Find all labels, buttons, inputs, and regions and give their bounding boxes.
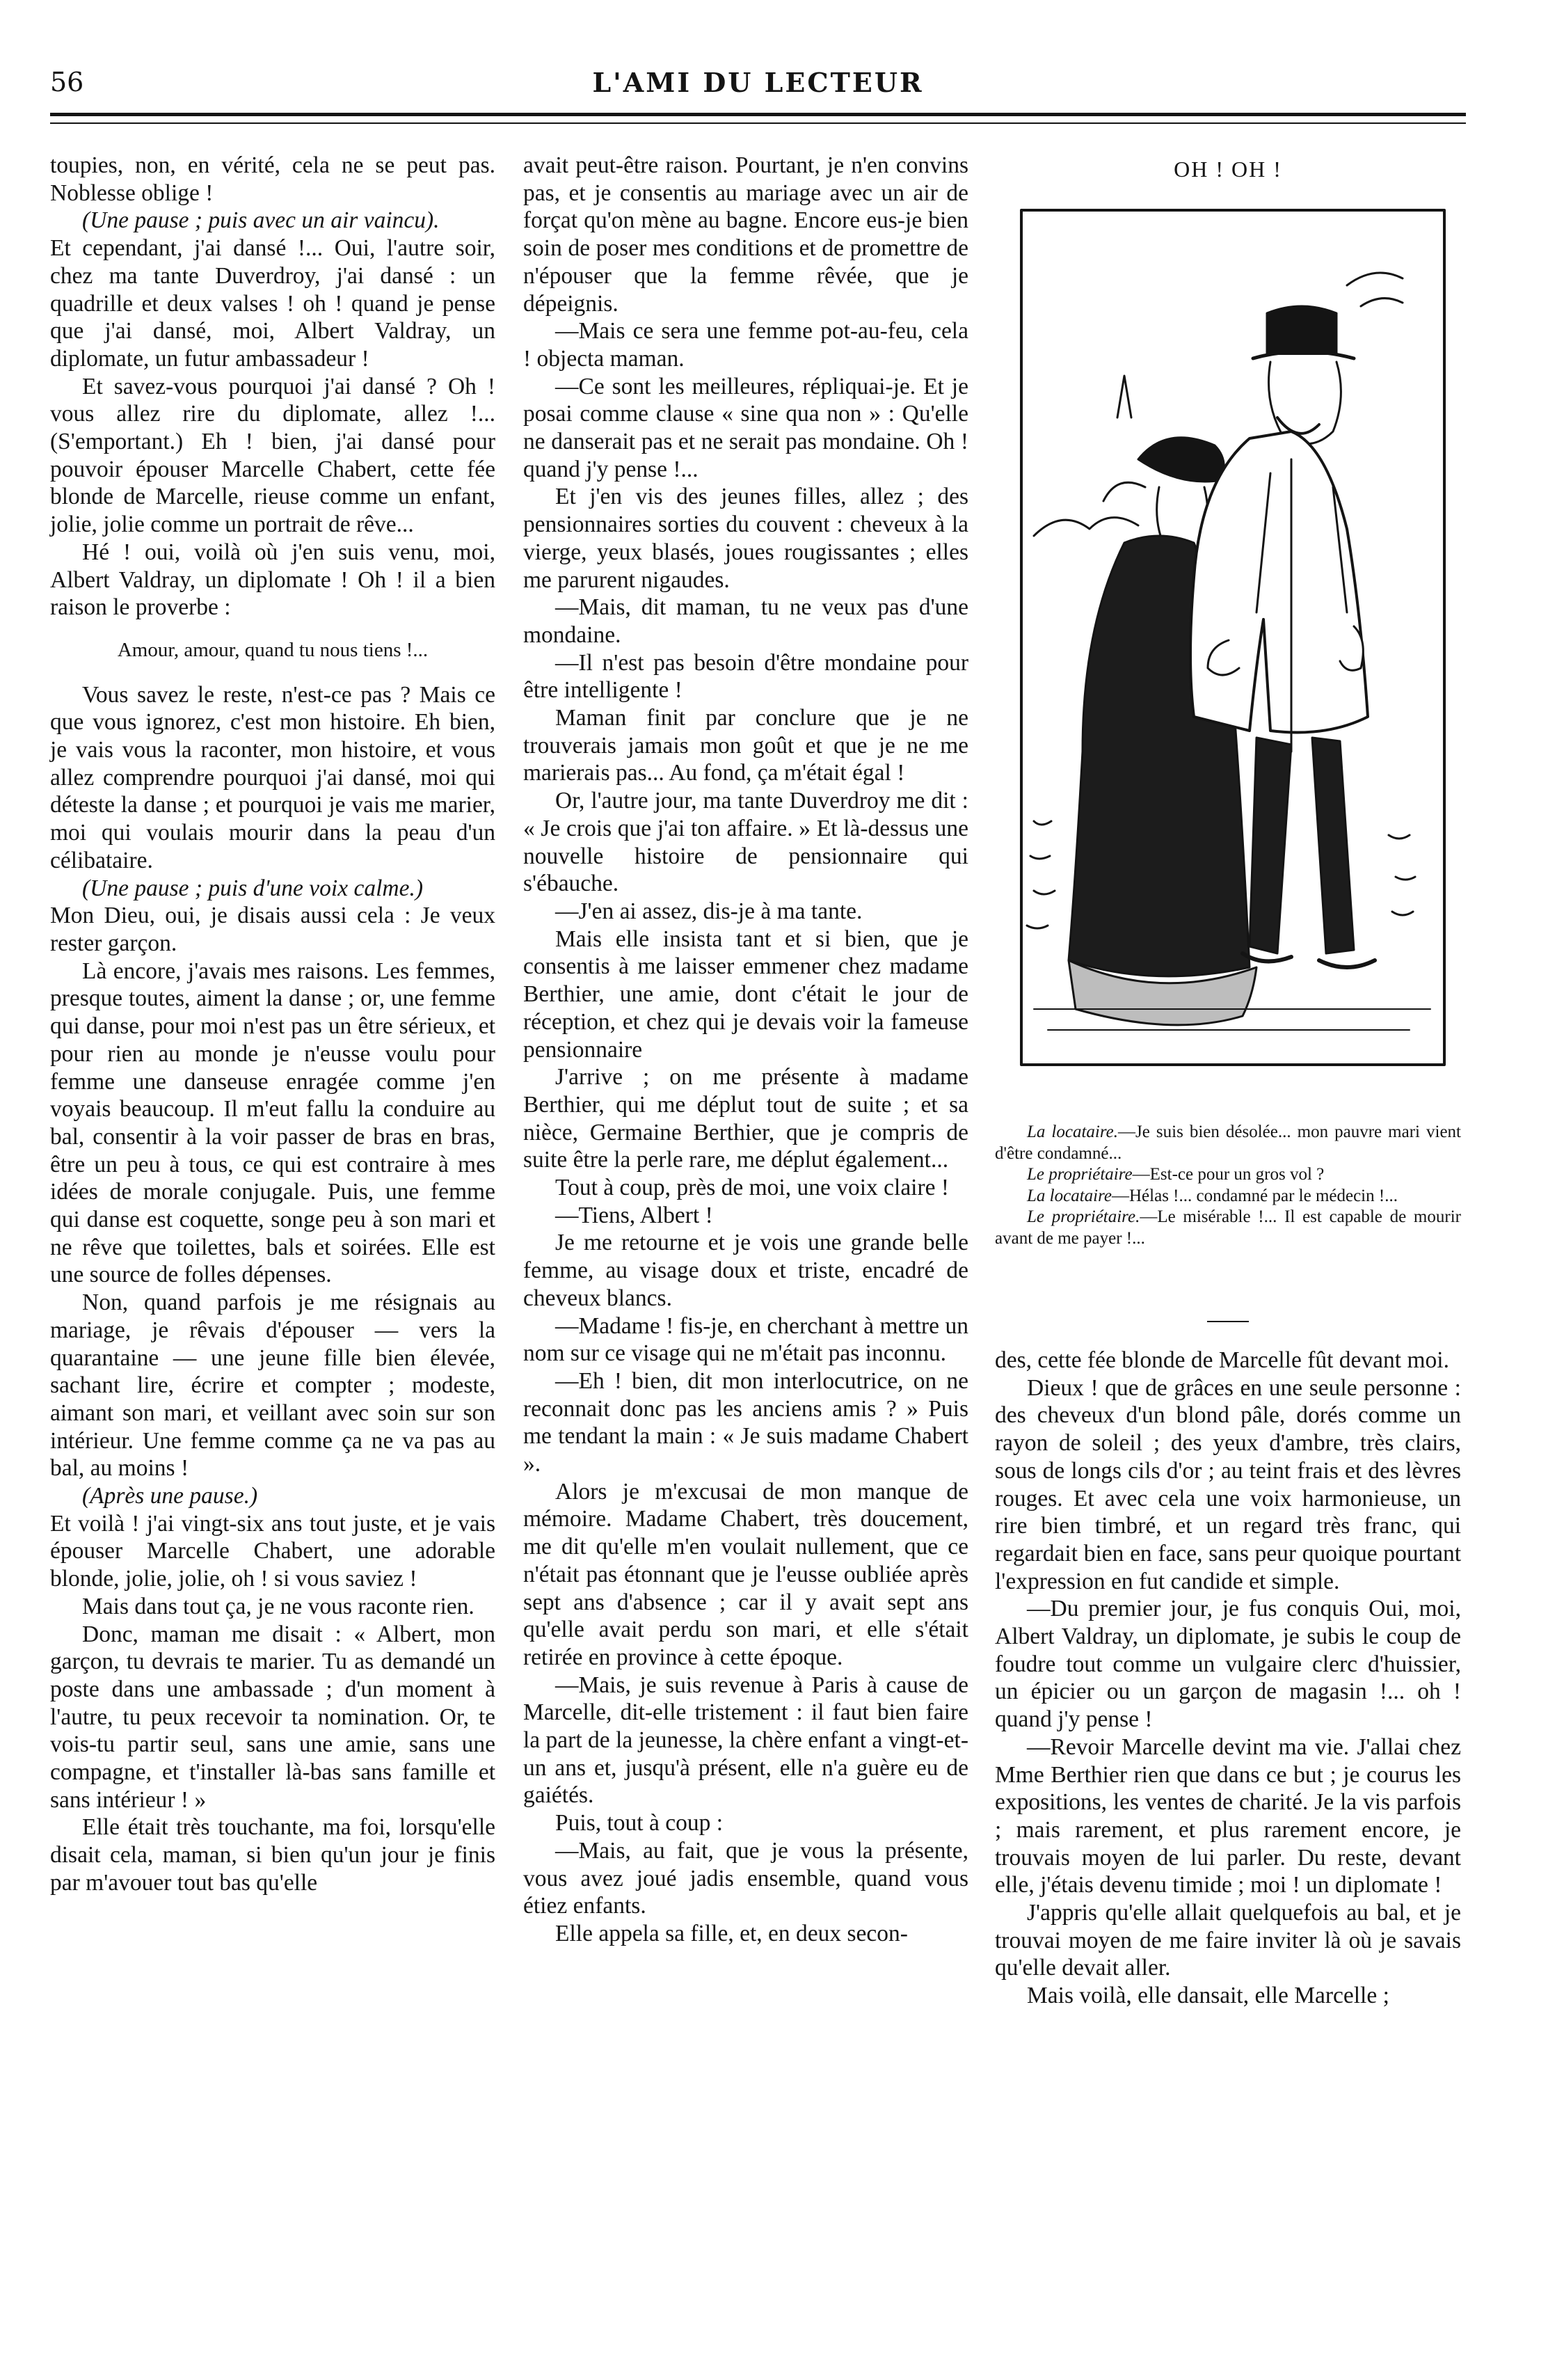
caption-text: —Je suis bien désolée... mon pauvre mari vient d'être condamné... bbox=[995, 1122, 1461, 1163]
paragraph: Tout à coup, près de moi, une voix claire ! bbox=[555, 1175, 950, 1201]
caption-speaker: La locataire. bbox=[1027, 1122, 1119, 1141]
paragraph: —Du premier jour, je fus conquis Oui, moi, Albert Valdray, un diplomate, je subis le coup de foudre tout comme un vulgaire clerc d'huissier, un épicier ou un garçon de magasin !... oh ! quand j'y pense ! bbox=[995, 1596, 1461, 1733]
stage-direction: (Une pause ; puis avec un air vaincu). bbox=[82, 207, 440, 234]
proverb-line: Amour, amour, quand tu nous tiens !... bbox=[117, 638, 429, 661]
paragraph: J'appris qu'elle allait quelquefois au bal, et je trouvai moyen de me faire inviter là où je savais qu'elle devait aller. bbox=[995, 1900, 1461, 1981]
journal-title: L'AMI DU LECTEUR bbox=[592, 67, 924, 98]
paragraph: des, cette fée blonde de Marcelle fût devant moi. bbox=[995, 1347, 1449, 1373]
caption-speaker: Le propriétaire bbox=[1027, 1165, 1133, 1184]
paragraph: Donc, maman me disait : « Albert, mon garçon, tu devrais te marier. Tu as demandé un poste dans une ambassade ; d'un moment à l'autre, tu peux recevoir ta nomination. Or, te vois-tu partir seul, sans une amie, sans une compagne, et t'installer là-bas sans famille et sans intérieur ! » bbox=[50, 1621, 495, 1813]
page-header bbox=[50, 67, 1466, 109]
caption-speaker: Le propriétaire. bbox=[1027, 1207, 1140, 1226]
paragraph: Or, l'autre jour, ma tante Duverdroy me dit : « Je crois que j'ai ton affaire. » Et là-dessus une nouvelle histoire de pensionnaire qui s'ébauche. bbox=[523, 788, 968, 897]
stage-direction: (Une pause ; puis d'une voix calme.) bbox=[82, 875, 423, 901]
caption-line bbox=[995, 1186, 1461, 1207]
paragraph: J'arrive ; on me présente à madame Berthier, qui me déplut tout de suite ; et sa nièce, Germaine Berthier, que je compris de suite être la perle rare, me déplut également... bbox=[523, 1064, 968, 1173]
paragraph: toupies, non, en vérité, cela ne se peut pas. Noblesse oblige ! bbox=[50, 152, 495, 206]
paragraph: Maman finit par conclure que je ne trouverais jamais mon goût et que je ne me marierais pas... Au fond, ça m'était égal ! bbox=[523, 705, 968, 786]
paragraph: —Revoir Marcelle devint ma vie. J'allai chez Mme Berthier rien que dans ce but ; je courus les expositions, les ventes de charité. Je la vis parfois ; mais rarement, et plus rarement encore, je trouvais moyen de lui parler. Du reste, devant elle, j'étais devenu timide ; moi ! un diplomate ! bbox=[995, 1734, 1461, 1898]
column-3 bbox=[995, 1347, 1461, 2010]
header-rule-thick bbox=[50, 113, 1466, 116]
paragraph: Mais voilà, elle dansait, elle Marcelle ; bbox=[1027, 1983, 1389, 2009]
paragraph: —Eh ! bien, dit mon interlocutrice, on ne reconnait donc pas les anciens amis ? » Puis me tendant la main : « Je suis madame Chabert ». bbox=[523, 1367, 968, 1477]
paragraph: Mais elle insista tant et si bien, que je consentis à me laisser emmener chez madame Berthier, une amie, dont c'était le jour de réception, et chez qui je devais voir la fameuse pensionnaire bbox=[523, 926, 968, 1063]
caption-line bbox=[995, 1207, 1461, 1249]
paragraph: Elle appela sa fille, et, en deux secon- bbox=[555, 1921, 908, 1946]
paragraph: Et savez-vous pourquoi j'ai dansé ? Oh ! vous allez rire du diplomate, allez !... (S'emportant.) Eh ! bien, j'ai dansé pour pouvoir épouser Marcelle Chabert, cette fée blonde de Marcelle, rieuse comme un enfant, jolie, jolie comme un portrait de rêve... bbox=[50, 373, 495, 538]
caption-line bbox=[995, 1164, 1461, 1186]
paragraph: Et voilà ! j'ai vingt-six ans tout juste, et je vais épouser Marcelle Chabert, une adorable blonde, jolie, jolie, oh ! si vous saviez ! bbox=[50, 1510, 495, 1592]
paragraph: —Mais, dit maman, tu ne veux pas d'une mondaine. bbox=[523, 594, 968, 648]
paragraph: —Ce sont les meilleures, répliquai-je. Et je posai comme clause « sine qua non » : Qu'elle ne danserait pas et ne serait pas mondaine. Oh ! quand j'y pense !... bbox=[523, 373, 968, 482]
column-1 bbox=[50, 152, 495, 1897]
paragraph: Puis, tout à coup : bbox=[555, 1810, 724, 1836]
stage-direction: (Après une pause.) bbox=[82, 1483, 258, 1509]
paragraph: Vous savez le reste, n'est-ce pas ? Mais ce que vous ignorez, c'est mon histoire. Eh bien, je vais vous la raconter, mon histoire, et vous allez comprendre pourquoi j'ai dansé, moi qui déteste la danse ; et pourquoi je vais me marier, moi qui voulais mourir dans la peau d'un célibataire. bbox=[50, 681, 495, 873]
column-2 bbox=[523, 152, 968, 1948]
paragraph: Et cependant, j'ai dansé !... Oui, l'autre soir, chez ma tante Duverdroy, j'ai dansé : un quadrille et deux valses ! oh ! quand je pense que j'ai dansé, moi, Albert Valdray, un diplomate, un futur ambassadeur ! bbox=[50, 235, 495, 372]
paragraph: Là encore, j'avais mes raisons. Les femmes, presque toutes, aiment la danse ; or, une femme qui danse, pour moi n'est pas un être sérieux, et pour rien au monde je n'eusse voulu pour femme une danseuse enragée comme j'en voyais beaucoup. Il m'eut fallu la conduire au bal, consentir à la voir passer de bras en bras, être un peu à tous, ce qui est contraire à mes idées de morale conjugale. Puis, une femme qui danse est coquette, songe peu à son mari et ne rêve que toilettes, bals et soirées. Elle est une source de folles dépenses. bbox=[50, 958, 495, 1288]
section-separator bbox=[1207, 1321, 1249, 1322]
paragraph: Je me retourne et je vois une grande belle femme, au visage doux et triste, encadré de cheveux blancs. bbox=[523, 1230, 968, 1311]
illustration-caption bbox=[995, 1122, 1461, 1249]
caption-line bbox=[995, 1122, 1461, 1164]
paragraph: avait peut-être raison. Pourtant, je n'en convins pas, et je consentis au mariage avec un air de forçat qu'on mène au bagne. Encore eus-je bien soin de poser mes conditions et de promettre de n'épouser que la femme rêvée, que je dépeignis. bbox=[523, 152, 968, 317]
paragraph: Non, quand parfois je me résignais au mariage, je rêvais d'épouser — vers la quarantaine — une jeune fille bien élevée, sachant lire, écrire et compter ; modeste, aimant son mari, et veillant avec soin sur son intérieur. Une femme comme ça ne va pas au bal, au moins ! bbox=[50, 1290, 495, 1482]
caption-text: —Est-ce pour un gros vol ? bbox=[1132, 1165, 1325, 1184]
paragraph: Alors je m'excusai de mon manque de mémoire. Madame Chabert, très doucement, me dit qu'elle m'en voulait nullement, que ce n'était pas étonnant que je l'eusse oubliée après sept ans d'absence ; car il y avait sept ans qu'elle avait perdu son mari, et elle s'était retirée en province à cette époque. bbox=[523, 1478, 968, 1670]
paragraph: —Mais, je suis revenue à Paris à cause de Marcelle, dit-elle tristement : il faut bien faire la part de la jeunesse, la chère enfant a vingt-et-un ans et, jusqu'à présent, elle n'a guère eu de gaiétés. bbox=[523, 1672, 968, 1809]
caption-text: —Le misérable !... Il est capable de mourir avant de me payer !... bbox=[995, 1207, 1461, 1248]
paragraph: Et j'en vis des jeunes filles, allez ; des pensionnaires sorties du couvent : cheveux à la vierge, yeux blasés, joues rougissantes ; elles me parurent nigaudes. bbox=[523, 484, 968, 593]
paragraph: Elle était très touchante, ma foi, lorsqu'elle disait cela, maman, si bien qu'un jour je finis par m'avouer tout bas qu'elle bbox=[50, 1814, 495, 1896]
paragraph: —Tiens, Albert ! bbox=[555, 1202, 713, 1228]
paragraph: —Mais ce sera une femme pot-au-feu, cela ! objecta maman. bbox=[523, 318, 968, 372]
paragraph: —Mais, au fait, que je vous la présente, vous avez joué jadis ensemble, quand vous étiez enfants. bbox=[523, 1837, 968, 1919]
paragraph: Mon Dieu, oui, je disais aussi cela : Je veux rester garçon. bbox=[50, 903, 495, 956]
paragraph: —Madame ! fis-je, en cherchant à mettre un nom sur ce visage qui ne m'était pas inconnu. bbox=[523, 1312, 968, 1367]
paragraph: —Il n'est pas besoin d'être mondaine pour être intelligente ! bbox=[523, 649, 968, 704]
page-number: 56 bbox=[50, 67, 84, 97]
cartoon-illustration bbox=[1020, 209, 1446, 1066]
paragraph: —J'en ai assez, dis-je à ma tante. bbox=[555, 898, 863, 924]
header-rule-thin bbox=[50, 122, 1466, 124]
paragraph: Hé ! oui, voilà où j'en suis venu, moi, Albert Valdray, un diplomate ! Oh ! il a bien raison le proverbe : bbox=[50, 539, 495, 621]
paragraph: Dieux ! que de grâces en une seule personne : des cheveux d'un blond pâle, dorés comme un rayon de soleil ; des yeux d'ambre, très clairs, sous de longs cils d'or ; au teint frais et des lèvres rouges. Et avec cela une voix harmonieuse, un rire bien timbré, et un regard très franc, qui regardait bien en face, sans peur quoique pourtant l'expression en fut candide et simple. bbox=[995, 1374, 1461, 1594]
caption-speaker: La locataire bbox=[1027, 1186, 1112, 1205]
caption-text: —Hélas !... condamné par le médecin !... bbox=[1112, 1186, 1398, 1205]
paragraph: Mais dans tout ça, je ne vous raconte rien. bbox=[82, 1593, 474, 1619]
illustration-title: OH ! OH ! bbox=[1174, 157, 1282, 182]
